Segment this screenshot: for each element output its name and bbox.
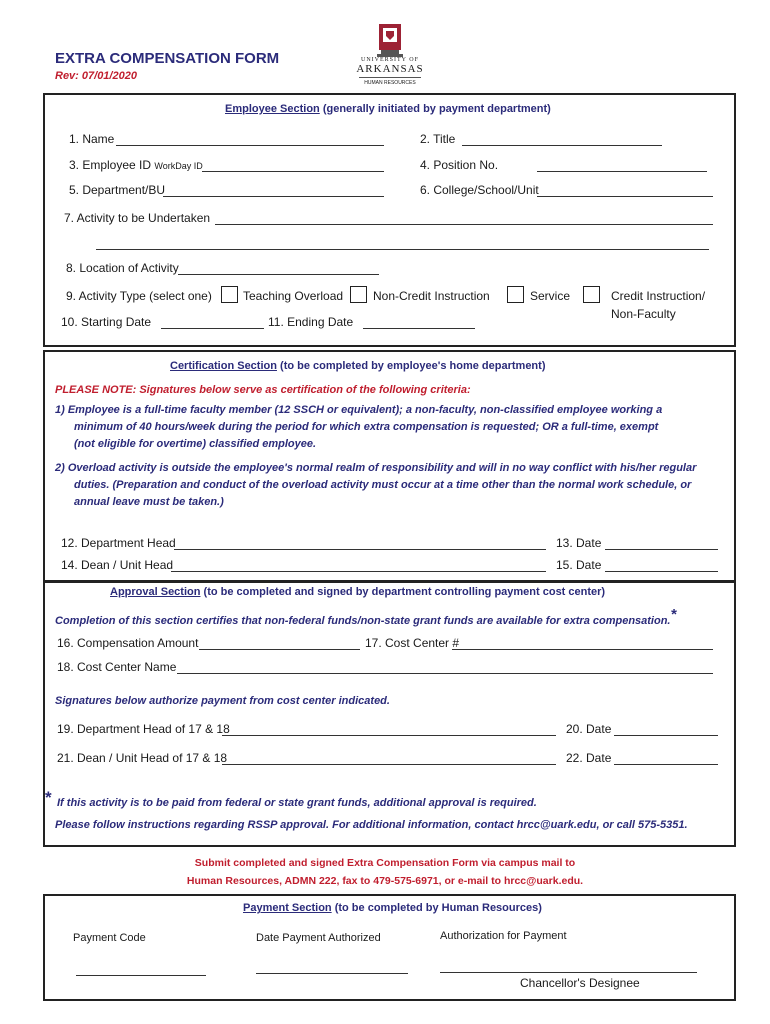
credit-instruction-checkbox[interactable] bbox=[583, 286, 600, 303]
criteria-1-line2: minimum of 40 hours/week during the period for which extra compensation is requested; OR a full-time, exempt bbox=[74, 421, 659, 433]
revision-date: Rev: 07/01/2020 bbox=[55, 70, 137, 82]
ending-date-field[interactable] bbox=[363, 328, 475, 329]
cost-center-field[interactable] bbox=[452, 649, 713, 650]
ending-date-label: 11. Ending Date bbox=[268, 315, 354, 329]
certification-section-heading: Certification Section (to be completed by employee's home department) bbox=[170, 360, 546, 372]
activity-type-label: 9. Activity Type (select one) bbox=[66, 289, 212, 303]
approval-dept-head-signature[interactable] bbox=[222, 735, 556, 736]
date-22-label: 22. Date bbox=[566, 751, 612, 765]
completion-note: Completion of this section certifies that non-federal funds/non-state grant funds are available for extra compensation.* bbox=[55, 606, 677, 627]
form-title: EXTRA COMPENSATION FORM bbox=[55, 50, 280, 67]
activity-label: 7. Activity to be Undertaken bbox=[64, 211, 211, 225]
logo-arkansas: ARKANSAS bbox=[356, 63, 424, 75]
non-credit-instruction-label: Non-Credit Instruction bbox=[373, 289, 490, 303]
cost-center-label: 17. Cost Center # bbox=[365, 636, 460, 650]
payment-code-field[interactable] bbox=[76, 975, 206, 976]
employee-id-field[interactable] bbox=[202, 171, 384, 172]
cert-dept-head-label: 12. Department Head bbox=[61, 536, 176, 550]
authorization-signature-field[interactable] bbox=[440, 972, 697, 973]
chancellors-designee-label: Chancellor's Designee bbox=[520, 976, 640, 990]
activity-field-line1[interactable] bbox=[215, 224, 713, 225]
location-field[interactable] bbox=[178, 274, 379, 275]
approval-section-heading: Approval Section (to be completed and signed by department controlling payment cost center) bbox=[110, 586, 606, 598]
university-logo bbox=[355, 22, 425, 92]
please-note: PLEASE NOTE: Signatures below serve as certification of the following criteria: bbox=[55, 384, 471, 396]
criteria-1-line3: (not eligible for overtime) classified employee. bbox=[74, 438, 317, 450]
payment-section-heading: Payment Section (to be completed by Human Resources) bbox=[243, 902, 542, 914]
signatures-note: Signatures below authorize payment from cost center indicated. bbox=[55, 695, 390, 707]
logo-human-resources: HUMAN RESOURCES bbox=[364, 80, 416, 86]
cert-dept-head-signature[interactable] bbox=[174, 549, 546, 550]
date-13-label: 13. Date bbox=[556, 536, 602, 550]
cost-center-name-label: 18. Cost Center Name bbox=[57, 660, 177, 674]
date-20-field[interactable] bbox=[614, 735, 718, 736]
cost-center-name-field[interactable] bbox=[177, 673, 713, 674]
teaching-overload-checkbox[interactable] bbox=[221, 286, 238, 303]
date-payment-authorized-field[interactable] bbox=[256, 973, 408, 974]
date-15-label: 15. Date bbox=[556, 558, 602, 572]
date-payment-authorized-label: Date Payment Authorized bbox=[256, 932, 381, 944]
date-15-field[interactable] bbox=[605, 571, 718, 572]
criteria-2-line3: annual leave must be taken.) bbox=[74, 496, 224, 508]
federal-asterisk: * bbox=[45, 788, 52, 807]
name-field[interactable] bbox=[116, 145, 384, 146]
arkansas-seal-icon bbox=[355, 22, 425, 58]
payment-code-label: Payment Code bbox=[73, 932, 146, 944]
department-label: 5. Department/BU bbox=[69, 183, 166, 197]
criteria-1-line1: 1) Employee is a full-time faculty member (12 SSCH or equivalent); a non-faculty, non-classified employee working a bbox=[55, 404, 663, 416]
submit-note-line2: Human Resources, ADMN 222, fax to 479-575-6971, or e-mail to hrcc@uark.edu. bbox=[186, 875, 584, 887]
cert-dean-signature[interactable] bbox=[171, 571, 546, 572]
starting-date-label: 10. Starting Date bbox=[61, 315, 152, 329]
position-label: 4. Position No. bbox=[420, 158, 499, 172]
employee-section-heading: Employee Section (generally initiated by payment department) bbox=[225, 103, 551, 115]
service-checkbox[interactable] bbox=[507, 286, 524, 303]
college-label: 6. College/School/Unit bbox=[420, 183, 539, 197]
criteria-2-line1: 2) Overload activity is outside the employee's normal realm of responsibility and will in no way conflict with his/her regular bbox=[55, 462, 697, 474]
cert-dean-label: 14. Dean / Unit Head bbox=[61, 558, 174, 572]
service-label: Service bbox=[530, 289, 571, 303]
credit-instruction-label-2: Non-Faculty bbox=[611, 307, 676, 321]
college-field[interactable] bbox=[537, 196, 713, 197]
authorization-for-payment-label: Authorization for Payment bbox=[440, 930, 567, 942]
submit-note-line1: Submit completed and signed Extra Compensation Form via campus mail to bbox=[194, 857, 576, 869]
title-label: 2. Title bbox=[420, 132, 456, 146]
department-field[interactable] bbox=[163, 196, 384, 197]
rssp-note: Please follow instructions regarding RSSP approval. For additional information, contact hrcc@uark.edu, or call 575-5351. bbox=[55, 819, 688, 831]
name-label: 1. Name bbox=[69, 132, 115, 146]
approval-dept-head-label: 19. Department Head of 17 & 18 bbox=[57, 722, 230, 736]
compensation-amount-field[interactable] bbox=[199, 649, 360, 650]
logo-university-of: UNIVERSITY OF bbox=[361, 57, 419, 63]
activity-field-line2[interactable] bbox=[96, 249, 709, 250]
date-22-field[interactable] bbox=[614, 764, 718, 765]
compensation-amount-label: 16. Compensation Amount bbox=[57, 636, 199, 650]
employee-id-label: 3. Employee ID WorkDay ID bbox=[69, 158, 203, 172]
non-credit-instruction-checkbox[interactable] bbox=[350, 286, 367, 303]
position-field[interactable] bbox=[537, 171, 707, 172]
approval-dean-signature[interactable] bbox=[222, 764, 556, 765]
teaching-overload-label: Teaching Overload bbox=[243, 289, 344, 303]
date-20-label: 20. Date bbox=[566, 722, 612, 736]
approval-dean-label: 21. Dean / Unit Head of 17 & 18 bbox=[57, 751, 228, 765]
date-13-field[interactable] bbox=[605, 549, 718, 550]
starting-date-field[interactable] bbox=[161, 328, 264, 329]
credit-instruction-label: Credit Instruction/ bbox=[611, 289, 706, 303]
federal-note: If this activity is to be paid from federal or state grant funds, additional approval is required. bbox=[57, 797, 537, 809]
location-label: 8. Location of Activity bbox=[66, 261, 179, 275]
title-field[interactable] bbox=[462, 145, 662, 146]
criteria-2-line2: duties. (Preparation and conduct of the overload activity must occur at a time other than the normal work schedule, or bbox=[74, 479, 692, 491]
